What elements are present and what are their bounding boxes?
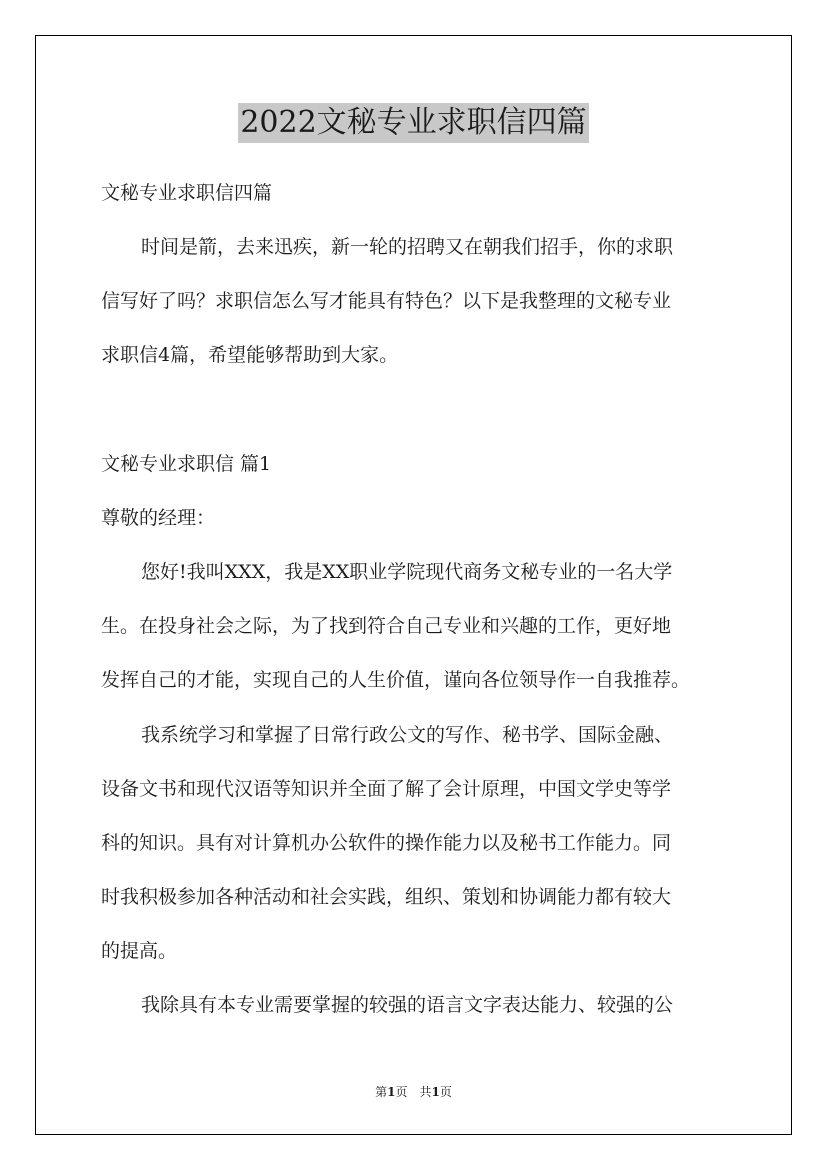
paragraph2-line-1: 我系统学习和掌握了日常行政公文的写作、秘书学、国际金融、 [141,724,674,746]
paragraph1-line-3: 发挥自己的才能，实现自己的人生价值，谨向各位领导作一自我推荐。 [101,669,691,691]
paragraph3-line-1: 我除具有本专业需要掌握的较强的语言文字表达能力、较强的公 [141,994,674,1016]
paragraph1-line-2: 生。在投身社会之际，为了找到符合自己专业和兴趣的工作，更好地 [101,615,672,637]
document-title-text: 2022文秘专业求职信四篇 [238,103,588,143]
intro-line-3: 求职信4篇，希望能够帮助到大家。 [101,344,399,366]
footer-page-prefix: 第 [375,1085,388,1099]
footer-page-current: 1 [387,1085,396,1099]
footer-page-suffix: 页 [439,1085,452,1099]
document-title [0,102,827,143]
document-subtitle: 文秘专业求职信四篇 [101,182,273,204]
salutation: 尊敬的经理： [101,507,216,529]
paragraph1-line-1: 您好!我叫XXX，我是XX职业学院现代商务文秘专业的一名大学 [141,561,673,583]
intro-line-1: 时间是箭，去来迅疾，新一轮的招聘又在朝我们招手，你的求职 [141,236,674,258]
paragraph2-line-5: 的提高。 [101,940,178,962]
paragraph2-line-3: 科的知识。具有对计算机办公软件的操作能力以及秘书工作能力。同 [101,832,672,854]
page-footer [0,1084,827,1100]
paragraph2-line-2: 设备文书和现代汉语等知识并全面了解了会计原理，中国文学史等学 [101,778,672,800]
paragraph2-line-4: 时我积极参加各种活动和社会实践，组织、策划和协调能力都有较大 [101,886,672,908]
footer-page-total: 1 [431,1085,440,1099]
intro-line-2: 信写好了吗？求职信怎么写才能具有特色？以下是我整理的文秘专业 [101,290,672,312]
section-heading: 文秘专业求职信 篇1 [101,453,272,475]
footer-page-mid: 页 共 [395,1085,432,1099]
